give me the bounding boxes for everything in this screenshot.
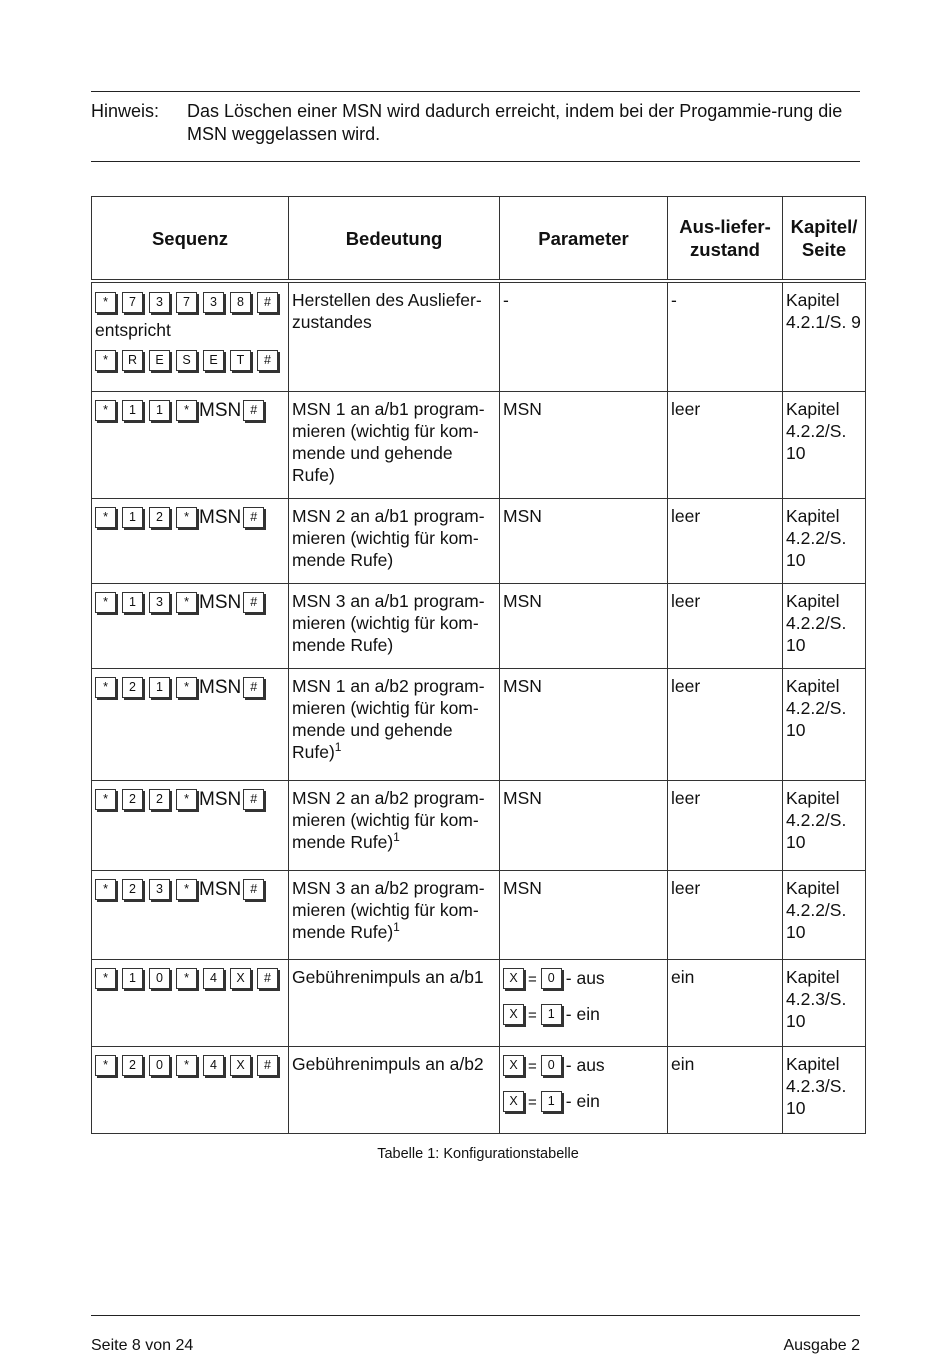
default-value: ein — [671, 966, 695, 987]
meaning-text: MSN 3 an a/b1 program-mieren (wichtig für kom-mende Rufe) — [292, 590, 485, 655]
keypad-key: # — [243, 879, 264, 900]
parameter-cell — [500, 780, 668, 870]
option-text: - aus — [565, 967, 605, 988]
equals-sign: = — [528, 1093, 537, 1111]
keypad-key: 1 — [149, 400, 170, 421]
meaning-cell — [289, 583, 500, 668]
keypad-key: 0 — [541, 968, 562, 989]
keypad-key: 1 — [122, 507, 143, 528]
page-number: Seite 8 von 24 — [91, 1337, 194, 1354]
keypad-key: # — [243, 400, 264, 421]
table-row — [92, 780, 866, 870]
parameter-cell — [500, 1046, 668, 1133]
keypad-key: 2 — [122, 677, 143, 698]
keypad-key: * — [95, 968, 116, 989]
key-sequence-alt — [95, 347, 285, 371]
keypad-key: R — [122, 350, 143, 371]
option-text: - ein — [565, 1090, 600, 1111]
keypad-key: 1 — [541, 1004, 562, 1025]
parameter-cell — [500, 498, 668, 583]
header-auslieferzustand: Aus-liefer-zustand — [668, 197, 783, 282]
header-bedeutung: Bedeutung — [289, 197, 500, 282]
key-sequence — [95, 505, 285, 530]
footnote-marker: 1 — [393, 919, 400, 934]
parameter-cell — [500, 583, 668, 668]
sequence-cell — [92, 583, 289, 668]
footer-rule — [91, 1315, 860, 1316]
header-kapitel-seite: Kapitel/ Seite — [783, 197, 866, 282]
keypad-key: 1 — [122, 592, 143, 613]
keypad-key: * — [176, 1055, 197, 1076]
meaning-cell — [289, 959, 500, 1046]
keypad-key: X — [230, 1055, 251, 1076]
default-value: ein — [671, 1053, 695, 1074]
chapter-ref: Kapitel 4.2.1/S. 9 — [786, 290, 861, 332]
chapter-ref: Kapitel 4.2.2/S. 10 — [786, 398, 847, 463]
table-row — [92, 870, 866, 959]
chapter-cell — [783, 281, 866, 391]
keypad-key: # — [243, 507, 264, 528]
default-value: leer — [671, 787, 701, 808]
equivalent-label: entspricht — [95, 320, 171, 340]
sequence-cell — [92, 498, 289, 583]
meaning-text: MSN 2 an a/b2 program-mieren (wichtig für kom-mende Rufe) — [292, 787, 485, 852]
chapter-cell — [783, 391, 866, 498]
parameter-text: MSN — [503, 877, 542, 898]
msn-label: MSN — [199, 591, 242, 613]
keypad-key: # — [243, 677, 264, 698]
footnote-marker: 1 — [393, 829, 400, 844]
msn-label: MSN — [199, 676, 242, 698]
key-sequence — [95, 289, 285, 313]
meaning-cell — [289, 498, 500, 583]
keypad-key: # — [243, 592, 264, 613]
meaning-cell — [289, 1046, 500, 1133]
keypad-key: 4 — [203, 968, 224, 989]
key-sequence — [95, 877, 285, 902]
sequence-cell — [92, 1046, 289, 1133]
keypad-key: 3 — [149, 879, 170, 900]
chapter-ref: Kapitel 4.2.2/S. 10 — [786, 505, 847, 570]
keypad-key: 3 — [149, 592, 170, 613]
default-cell — [668, 391, 783, 498]
default-value: leer — [671, 398, 701, 419]
keypad-key: X — [503, 1091, 524, 1112]
keypad-key: 0 — [541, 1055, 562, 1076]
meaning-cell — [289, 870, 500, 959]
chapter-cell — [783, 959, 866, 1046]
meaning-cell — [289, 780, 500, 870]
option-text: - aus — [565, 1054, 605, 1075]
parameter-option — [503, 966, 664, 992]
keypad-key: * — [176, 968, 197, 989]
table-row — [92, 1046, 866, 1133]
keypad-key: * — [95, 1055, 116, 1076]
meaning-text: MSN 1 an a/b2 program-mieren (wichtig für kom-mende und gehende Rufe) — [292, 675, 485, 762]
default-cell — [668, 281, 783, 391]
chapter-cell — [783, 583, 866, 668]
table-row — [92, 391, 866, 498]
keypad-key: X — [503, 1004, 524, 1025]
meaning-cell — [289, 281, 500, 391]
meaning-text: Herstellen des Ausliefer-zustandes — [292, 290, 482, 332]
keypad-key: 1 — [122, 400, 143, 421]
msn-label: MSN — [199, 506, 242, 528]
chapter-ref: Kapitel 4.2.2/S. 10 — [786, 675, 847, 740]
keypad-key: # — [257, 968, 278, 989]
parameter-cell — [500, 391, 668, 498]
meaning-text: Gebührenimpuls an a/b1 — [292, 966, 484, 987]
parameter-option — [503, 1089, 664, 1115]
table-row — [92, 498, 866, 583]
parameter-text: MSN — [503, 505, 542, 526]
keypad-key: 4 — [203, 1055, 224, 1076]
top-rule — [91, 91, 860, 92]
default-value: leer — [671, 877, 701, 898]
keypad-key: * — [95, 292, 116, 313]
keypad-key: * — [176, 879, 197, 900]
sequence-cell — [92, 668, 289, 780]
key-sequence — [95, 675, 285, 700]
keypad-key: E — [149, 350, 170, 371]
default-cell — [668, 870, 783, 959]
table-row — [92, 281, 866, 391]
keypad-key: T — [230, 350, 251, 371]
chapter-cell — [783, 780, 866, 870]
keypad-key: 0 — [149, 1055, 170, 1076]
chapter-ref: Kapitel 4.2.2/S. 10 — [786, 787, 847, 852]
parameter-text: MSN — [503, 675, 542, 696]
default-value: - — [671, 290, 677, 310]
sequence-cell — [92, 959, 289, 1046]
equals-sign: = — [528, 1006, 537, 1024]
parameter-text: MSN — [503, 787, 542, 808]
keypad-key: * — [176, 592, 197, 613]
chapter-cell — [783, 1046, 866, 1133]
keypad-key: 7 — [176, 292, 197, 313]
keypad-key: 2 — [149, 789, 170, 810]
keypad-key: 7 — [122, 292, 143, 313]
chapter-cell — [783, 870, 866, 959]
keypad-key: * — [95, 789, 116, 810]
keypad-key: * — [176, 400, 197, 421]
keypad-key: 8 — [230, 292, 251, 313]
keypad-key: 1 — [541, 1091, 562, 1112]
parameter-cell — [500, 959, 668, 1046]
msn-label: MSN — [199, 878, 242, 900]
default-value: leer — [671, 505, 701, 526]
key-sequence — [95, 590, 285, 615]
keypad-key: 2 — [149, 507, 170, 528]
keypad-key: * — [176, 507, 197, 528]
edition-label: Ausgabe 2 — [783, 1337, 860, 1354]
parameter-text: MSN — [503, 590, 542, 611]
keypad-key: 3 — [203, 292, 224, 313]
default-cell — [668, 959, 783, 1046]
keypad-key: # — [257, 1055, 278, 1076]
keypad-key: * — [95, 677, 116, 698]
parameter-text: - — [503, 290, 509, 310]
keypad-key: # — [257, 292, 278, 313]
chapter-cell — [783, 668, 866, 780]
parameter-cell — [500, 870, 668, 959]
default-cell — [668, 668, 783, 780]
sequence-cell — [92, 870, 289, 959]
table-caption: Tabelle 1: Konfigurationstabelle — [377, 1146, 579, 1162]
chapter-ref: Kapitel 4.2.2/S. 10 — [786, 877, 847, 942]
configuration-table — [91, 196, 866, 1134]
key-sequence — [95, 1053, 285, 1077]
equals-sign: = — [528, 1057, 537, 1075]
msn-label: MSN — [199, 399, 242, 421]
equals-sign: = — [528, 970, 537, 988]
header-parameter: Parameter — [500, 197, 668, 282]
keypad-key: * — [176, 677, 197, 698]
sequence-cell — [92, 391, 289, 498]
default-cell — [668, 498, 783, 583]
keypad-key: * — [95, 507, 116, 528]
table-body — [92, 281, 866, 1133]
table-row — [92, 668, 866, 780]
parameter-text: MSN — [503, 398, 542, 419]
default-cell — [668, 1046, 783, 1133]
table-row — [92, 583, 866, 668]
keypad-key: # — [243, 789, 264, 810]
sequence-cell — [92, 780, 289, 870]
meaning-cell — [289, 391, 500, 498]
keypad-key: 3 — [149, 292, 170, 313]
keypad-key: X — [230, 968, 251, 989]
keypad-key: * — [176, 789, 197, 810]
meaning-text: MSN 1 an a/b1 program-mieren (wichtig für kom-mende und gehende Rufe) — [292, 398, 485, 485]
table-row — [92, 959, 866, 1046]
keypad-key: 2 — [122, 879, 143, 900]
keypad-key: * — [95, 592, 116, 613]
hint-label: Hinweis: — [91, 101, 160, 121]
keypad-key: # — [257, 350, 278, 371]
parameter-option — [503, 1053, 664, 1079]
keypad-key: * — [95, 400, 116, 421]
default-cell — [668, 780, 783, 870]
keypad-key: 2 — [122, 1055, 143, 1076]
keypad-key: 1 — [149, 677, 170, 698]
parameter-cell — [500, 281, 668, 391]
msn-label: MSN — [199, 788, 242, 810]
keypad-key: X — [503, 968, 524, 989]
keypad-key: 2 — [122, 789, 143, 810]
footnote-marker: 1 — [334, 739, 342, 754]
keypad-key: X — [503, 1055, 524, 1076]
key-sequence — [95, 787, 285, 812]
hint-rule — [91, 161, 860, 162]
keypad-key: E — [203, 350, 224, 371]
header-sequenz: Sequenz — [92, 197, 289, 282]
default-cell — [668, 583, 783, 668]
chapter-ref: Kapitel 4.2.2/S. 10 — [786, 590, 847, 655]
key-sequence — [95, 398, 285, 423]
sequence-cell — [92, 281, 289, 391]
keypad-key: 1 — [122, 968, 143, 989]
key-sequence — [95, 966, 285, 990]
parameter-cell — [500, 668, 668, 780]
hint-text: Das Löschen einer MSN wird dadurch erreicht, indem bei der Progammie-rung die MSN weggelassen wird. — [187, 101, 843, 144]
default-value: leer — [671, 590, 701, 611]
option-text: - ein — [565, 1003, 600, 1024]
meaning-text: MSN 2 an a/b1 program-mieren (wichtig für kom-mende Rufe) — [292, 505, 485, 570]
meaning-text: Gebührenimpuls an a/b2 — [292, 1053, 484, 1074]
meaning-text: MSN 3 an a/b2 program-mieren (wichtig für kom-mende Rufe) — [292, 877, 485, 942]
keypad-key: * — [95, 350, 116, 371]
table-header-row — [92, 197, 866, 282]
chapter-cell — [783, 498, 866, 583]
chapter-ref: Kapitel 4.2.3/S. 10 — [786, 966, 847, 1031]
keypad-key: 0 — [149, 968, 170, 989]
keypad-key: S — [176, 350, 197, 371]
default-value: leer — [671, 675, 701, 696]
meaning-cell — [289, 668, 500, 780]
keypad-key: * — [95, 879, 116, 900]
chapter-ref: Kapitel 4.2.3/S. 10 — [786, 1053, 847, 1118]
parameter-option — [503, 1002, 664, 1028]
